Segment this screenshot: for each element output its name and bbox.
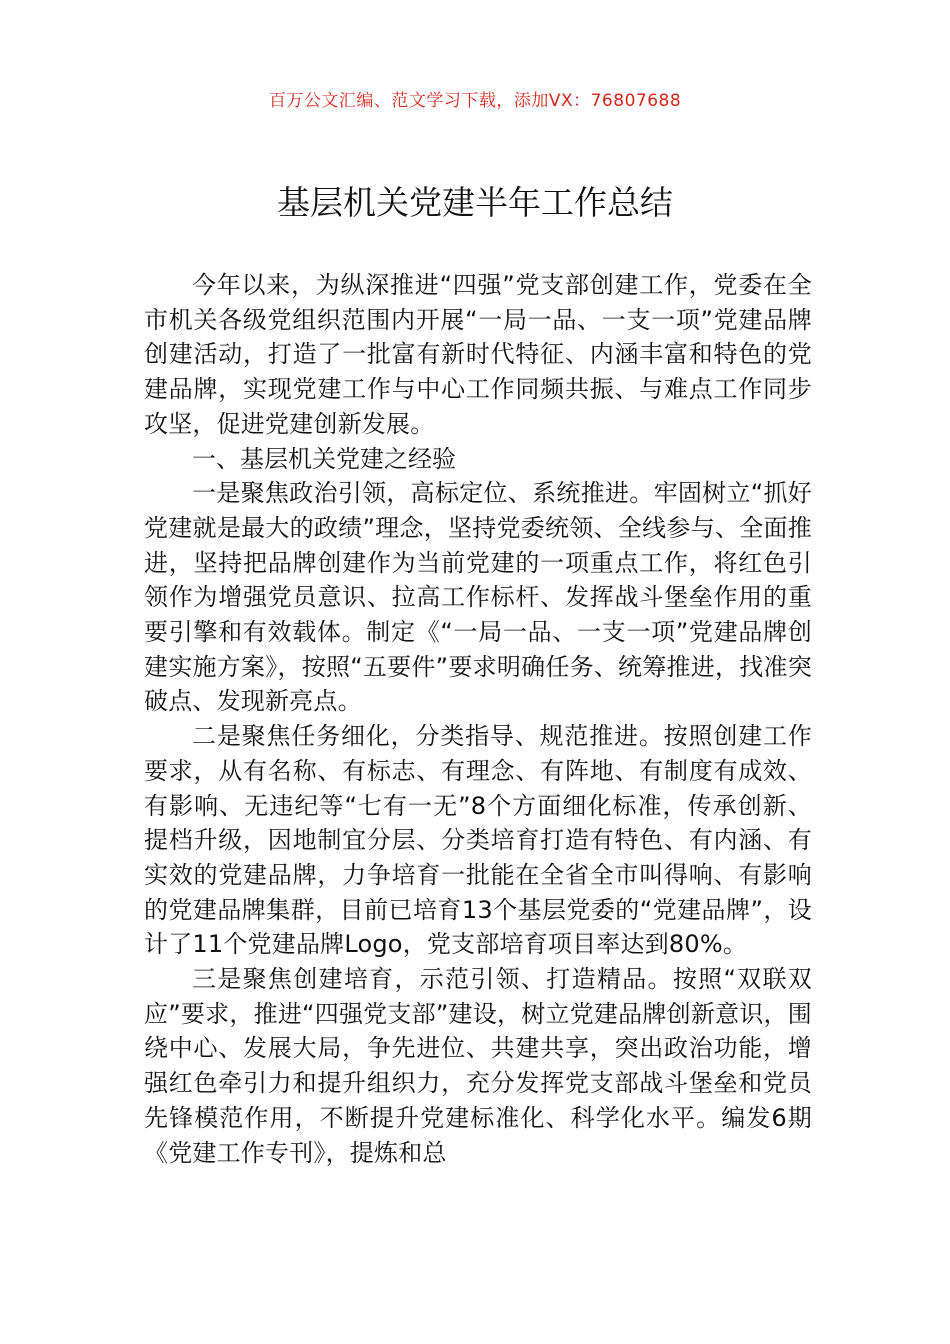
section-heading-experience: 一、基层机关党建之经验: [192, 444, 456, 473]
paragraph-point-three: 三是聚焦创建培育，示范引领、打造精品。按照“双联双应”要求，推进“四强党支部”建设，树立党建品牌创新意识，围绕中心、发展大局，争先进位、共建共享，突出政治功能，增强红色牵引力和提升组织力，充分发挥党支部战斗堡垒和党员先锋模范作用，不断提升党建标准化、科学化水平。编发6期《党建工作专刊》，提炼和总: [144, 965, 812, 1167]
document-title: 基层机关党建半年工作总结: [277, 183, 673, 222]
header-watermark-note: 百万公文汇编、范文学习下载，添加VX：76807688: [268, 91, 682, 111]
paragraph-point-two: 二是聚焦任务细化，分类指导、规范推进。按照创建工作要求，从有名称、有标志、有理念、有阵地、有制度有成效、有影响、无违纪等“七有一无”8个方面细化标准，传承创新、提档升级，因地制宜分层、分类培育打造有特色、有内涵、有实效的党建品牌，力争培育一批能在全省全市叫得响、有影响的党建品牌集群，目前已培育13个基层党委的“党建品牌”，设计了11个党建品牌Logo，党支部培育项目率达到80%。: [144, 722, 812, 959]
intro-paragraph: 今年以来，为纵深推进“四强”党支部创建工作，党委在全市机关各级党组织范围内开展“一局一品、一支一项”党建品牌创建活动，打造了一批富有新时代特征、内涵丰富和特色的党建品牌，实现党建工作与中心工作同频共振、与难点工作同步攻坚，促进党建创新发展。: [144, 271, 812, 438]
paragraph-point-one: 一是聚焦政治引领，高标定位、系统推进。牢固树立“抓好党建就是最大的政绩”理念，坚持党委统领、全线参与、全面推进，坚持把品牌创建作为当前党建的一项重点工作，将红色引领作为增强党员意识、拉高工作标杆、发挥战斗堡垒作用的重要引擎和有效载体。制定《“一局一品、一支一项”党建品牌创建实施方案》，按照“五要件”要求明确任务、统筹推进，找准突破点、发现新亮点。: [144, 479, 812, 716]
document-body: [144, 268, 812, 1170]
